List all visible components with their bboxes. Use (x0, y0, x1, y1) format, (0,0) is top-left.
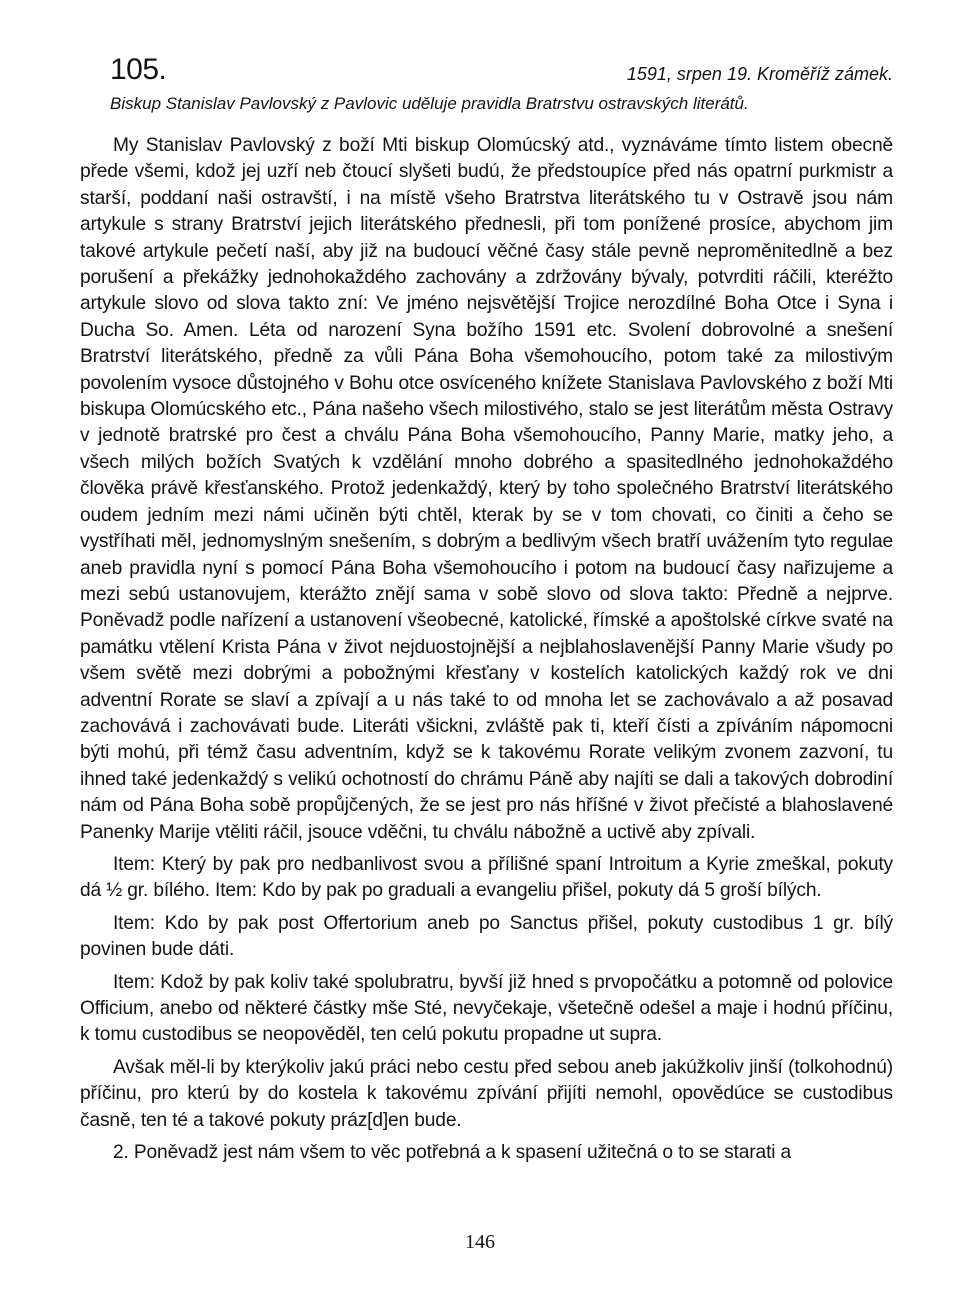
page-number: 146 (465, 1231, 495, 1253)
paragraph: Item: Kdož by pak koliv také spolubratru, byvší již hned s prvopočátku a potomně od polovice Officium, anebo od některé částky mše Sté, nevyčekaje, všetečně odešel a maje i hodnú příčinu, k tomu custodibus se neopověděl, ten celú pokutu propadne ut supra. (80, 971, 893, 1046)
paragraph: Item: Který by pak pro nedbanlivost svou a přílišné spaní Introitum a Kyrie zmeškal, pokuty dá ½ gr. bílého. Item: Kdo by pak po graduali a evangeliu přišel, pokuty dá 5 groší bílých. (80, 853, 893, 902)
document-header (110, 52, 893, 92)
document-number: 105. (110, 53, 167, 86)
paragraph: Avšak měl-li by kterýkoliv jakú práci nebo cestu před sebou aneb jakúžkoliv jinší (tolkohodnú) příčinu, pro kterú by do kostela k takovému zpívání přijíti nemohl, opovědúce se custodibus časně, ten té a takové pokuty práz[d]en bude. (80, 1056, 893, 1131)
body-text (80, 133, 893, 1166)
date-place: 1591, srpen 19. Kroměříž zámek. (626, 64, 893, 84)
paragraph: Item: Kdo by pak post Offertorium aneb po Sanctus přišel, pokuty custodibus 1 gr. bílý povinen bude dáti. (80, 912, 893, 961)
document-subtitle: Biskup Stanislav Pavlovský z Pavlovic uděluje pravidla Bratrstvu ostravských literátů. (110, 94, 749, 113)
paragraph: My Stanislav Pavlovský z boží Mti biskup Olomúcský atd., vyznáváme tímto listem obecně přede všemi, kdož jej uzří neb čtoucí slyšeti budú, že předstoupíce před nás opatrní purkmistr a starší, poddaní naši ostravští, i na místě všeho Bratrstva literátského tu v Ostravě jsou nám artykule s strany Bratrství jejich literátského přednesli, při tom ponížené prosíce, abychom jim takové artykule pečetí naší, aby již na budoucí věčné časy stále pevně neproměnitedlně a bez porušení a překážky jednohokaždého zachovány a zdržovány bývaly, potvrditi ráčili, kteréžto artykule slovo od slova takto zní: Ve jméno nejsvětější Trojice nerozdílné Boha Otce i Syna i Ducha So. Amen. Léta od narození Syna božího 1591 etc. Svolení dobrovolné a snešení Bratrství literátského, předně za vůli Pána Boha všemohoucího, potom také za milostivým povolením vysoce důstojného v Bohu otce osvíceného knížete Stanislava Pavlovského z boží Mti biskupa Olomúcského etc., Pána našeho všech milostivého, stalo se jest literátům města Ostravy v jednotě bratrské pro čest a chválu Pána Boha všemohoucího, Panny Marie, matky jeho, a všech milých božích Svatých k vzdělání mnoho dobrého a spasitedlného jednohokaždého člověka právě křesťanského. Protož jedenkaždý, který by toho společného Bratrství literátského oudem jedním mezi námi učiněn býti chtěl, kterak by se v tom chovati, co činiti a čeho se vystříhati měl, jednomyslným snešením, s dobrým a bedlivým všech bratří uvážením tyto regulae aneb pravidla nyní s pomocí Pána Boha všemohoucího i potom na budoucí časy nařizujeme a mezi sebú ustanovujem, kterážto znějí sama v sobě slovo od slova takto: Předně a nejprve. Poněvadž podle nařízení a ustanovení všeobecné, katolické, římské a apoštolské církve svaté na památku vtělení Krista Pána v život nejduostojnější a nejblahoslavenější Panny Marie všudy po všem světě mezi dobrými a pobožnými křesťany v kostelích katolických každý rok ve dni adventní Rorate se slaví a zpívají a u nás také to od mnoha let se zachovávalo a až posavad zachovává i zachovávati bude. Literáti všickni, zvláště pak ti, kteří čísti a zpíváním nápomocni býti mohú, při témž času adventním, když se k takovému Rorate velikým zvonem zazvoní, tu ihned také jedenkaždý s velikú ochotností do chrámu Páně aby najíti se dali a takových dobrodiní nám od Pána Boha sobě propůjčených, že se jest pro nás hříšné v život přečisté a blahoslavené Panenky Marije vtěliti ráčil, jsouce vděčni, tu chválu nábožně a uctivě aby zpívali. (80, 135, 893, 843)
paragraph: 2. Poněvadž jest nám všem to věc potřebná a k spasení užitečná o to se starati a (113, 1142, 792, 1164)
